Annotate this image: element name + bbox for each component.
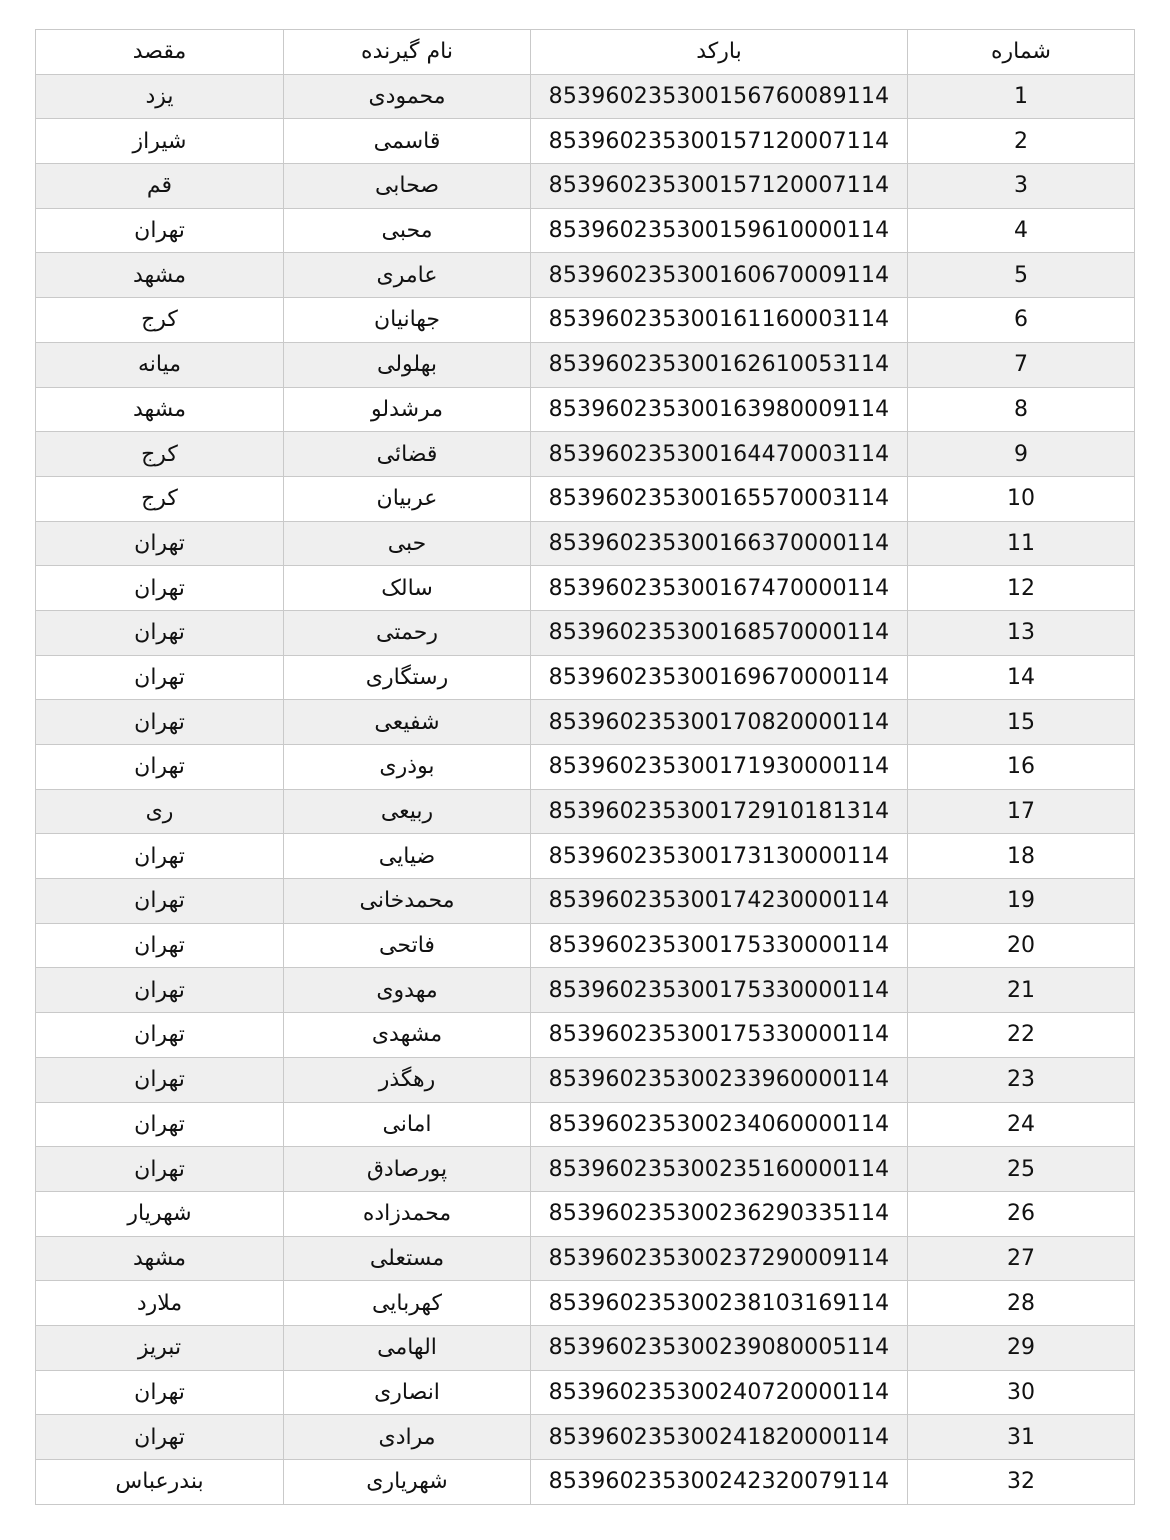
- row-barcode: 853960235300236290335114: [531, 1191, 908, 1236]
- row-recipient: امانی: [284, 1102, 531, 1147]
- row-barcode: 853960235300157120007114: [531, 119, 908, 164]
- table-row: [36, 1147, 1135, 1192]
- row-barcode: 853960235300168570000114: [531, 610, 908, 655]
- row-number: 4: [908, 208, 1135, 253]
- row-barcode: 853960235300175330000114: [531, 968, 908, 1013]
- row-barcode: 853960235300163980009114: [531, 387, 908, 432]
- row-number: 31: [908, 1415, 1135, 1460]
- row-number: 27: [908, 1236, 1135, 1281]
- row-recipient: سالک: [284, 566, 531, 611]
- row-recipient: رهگذر: [284, 1057, 531, 1102]
- row-recipient: پورصادق: [284, 1147, 531, 1192]
- table-row: [36, 1370, 1135, 1415]
- row-destination: مشهد: [36, 1236, 284, 1281]
- row-destination: ری: [36, 789, 284, 834]
- table-row: [36, 1191, 1135, 1236]
- row-destination: کرج: [36, 432, 284, 477]
- row-destination: تهران: [36, 700, 284, 745]
- row-barcode: 853960235300170820000114: [531, 700, 908, 745]
- shipment-list-sheet: [35, 29, 1134, 1505]
- row-destination: تهران: [36, 1013, 284, 1058]
- row-barcode: 853960235300242320079114: [531, 1460, 908, 1505]
- table-row: [36, 476, 1135, 521]
- header-barcode: بارکد: [531, 30, 908, 75]
- row-destination: تهران: [36, 968, 284, 1013]
- row-destination: یزد: [36, 74, 284, 119]
- row-number: 7: [908, 342, 1135, 387]
- row-recipient: بوذری: [284, 745, 531, 790]
- row-recipient: عربیان: [284, 476, 531, 521]
- table-row: [36, 74, 1135, 119]
- row-number: 18: [908, 834, 1135, 879]
- table-row: [36, 432, 1135, 477]
- row-barcode: 853960235300165570003114: [531, 476, 908, 521]
- row-destination: تهران: [36, 834, 284, 879]
- table-row: [36, 298, 1135, 343]
- row-recipient: ربیعی: [284, 789, 531, 834]
- row-number: 19: [908, 879, 1135, 924]
- table-row: [36, 610, 1135, 655]
- row-barcode: 853960235300174230000114: [531, 879, 908, 924]
- row-recipient: مستعلی: [284, 1236, 531, 1281]
- row-number: 11: [908, 521, 1135, 566]
- row-destination: تهران: [36, 879, 284, 924]
- table-header: [36, 30, 1135, 75]
- row-destination: تهران: [36, 1415, 284, 1460]
- row-destination: تهران: [36, 208, 284, 253]
- row-recipient: رستگاری: [284, 655, 531, 700]
- row-destination: تهران: [36, 655, 284, 700]
- row-recipient: محمودی: [284, 74, 531, 119]
- header-row: [36, 30, 1135, 75]
- table-row: [36, 834, 1135, 879]
- header-number: شماره: [908, 30, 1135, 75]
- table-row: [36, 119, 1135, 164]
- row-destination: تهران: [36, 923, 284, 968]
- table-row: [36, 923, 1135, 968]
- row-number: 15: [908, 700, 1135, 745]
- row-recipient: عامری: [284, 253, 531, 298]
- row-destination: تهران: [36, 1147, 284, 1192]
- row-destination: بندرعباس: [36, 1460, 284, 1505]
- row-number: 1: [908, 74, 1135, 119]
- row-destination: تهران: [36, 521, 284, 566]
- row-barcode: 853960235300159610000114: [531, 208, 908, 253]
- row-number: 13: [908, 610, 1135, 655]
- table-row: [36, 521, 1135, 566]
- table-row: [36, 342, 1135, 387]
- row-barcode: 853960235300171930000114: [531, 745, 908, 790]
- row-recipient: مرادی: [284, 1415, 531, 1460]
- table-row: [36, 1102, 1135, 1147]
- row-number: 17: [908, 789, 1135, 834]
- row-recipient: جهانیان: [284, 298, 531, 343]
- row-number: 10: [908, 476, 1135, 521]
- row-number: 30: [908, 1370, 1135, 1415]
- table-row: [36, 253, 1135, 298]
- row-barcode: 853960235300161160003114: [531, 298, 908, 343]
- row-barcode: 853960235300175330000114: [531, 923, 908, 968]
- row-destination: میانه: [36, 342, 284, 387]
- row-recipient: انصاری: [284, 1370, 531, 1415]
- row-number: 16: [908, 745, 1135, 790]
- row-destination: تهران: [36, 1057, 284, 1102]
- row-number: 22: [908, 1013, 1135, 1058]
- row-barcode: 853960235300238103169114: [531, 1281, 908, 1326]
- row-number: 3: [908, 164, 1135, 209]
- table-row: [36, 655, 1135, 700]
- row-recipient: قاسمی: [284, 119, 531, 164]
- row-recipient: مهدوی: [284, 968, 531, 1013]
- row-barcode: 853960235300157120007114: [531, 164, 908, 209]
- row-destination: شهریار: [36, 1191, 284, 1236]
- table-row: [36, 879, 1135, 924]
- row-number: 6: [908, 298, 1135, 343]
- row-number: 2: [908, 119, 1135, 164]
- row-recipient: رحمتی: [284, 610, 531, 655]
- row-number: 5: [908, 253, 1135, 298]
- table-row: [36, 700, 1135, 745]
- table-row: [36, 1236, 1135, 1281]
- row-barcode: 853960235300160670009114: [531, 253, 908, 298]
- row-number: 23: [908, 1057, 1135, 1102]
- row-destination: کرج: [36, 298, 284, 343]
- table-row: [36, 387, 1135, 432]
- table-row: [36, 566, 1135, 611]
- shipments-table: [35, 29, 1135, 1505]
- row-recipient: حبی: [284, 521, 531, 566]
- table-row: [36, 208, 1135, 253]
- row-number: 20: [908, 923, 1135, 968]
- table-row: [36, 968, 1135, 1013]
- row-destination: کرج: [36, 476, 284, 521]
- header-destination: مقصد: [36, 30, 284, 75]
- row-barcode: 853960235300173130000114: [531, 834, 908, 879]
- table-row: [36, 745, 1135, 790]
- table-row: [36, 1415, 1135, 1460]
- row-barcode: 853960235300237290009114: [531, 1236, 908, 1281]
- row-recipient: بهلولی: [284, 342, 531, 387]
- header-recipient: نام گیرنده: [284, 30, 531, 75]
- row-number: 32: [908, 1460, 1135, 1505]
- row-recipient: محمدخانی: [284, 879, 531, 924]
- row-destination: تهران: [36, 610, 284, 655]
- row-recipient: محمدزاده: [284, 1191, 531, 1236]
- row-number: 28: [908, 1281, 1135, 1326]
- table-body: [36, 74, 1135, 1504]
- row-barcode: 853960235300233960000114: [531, 1057, 908, 1102]
- row-destination: قم: [36, 164, 284, 209]
- table-row: [36, 789, 1135, 834]
- row-barcode: 853960235300164470003114: [531, 432, 908, 477]
- row-number: 24: [908, 1102, 1135, 1147]
- row-recipient: مشهدی: [284, 1013, 531, 1058]
- table-row: [36, 1281, 1135, 1326]
- row-barcode: 853960235300162610053114: [531, 342, 908, 387]
- row-recipient: مرشدلو: [284, 387, 531, 432]
- table-row: [36, 164, 1135, 209]
- row-barcode: 853960235300234060000114: [531, 1102, 908, 1147]
- row-destination: تبریز: [36, 1325, 284, 1370]
- table-row: [36, 1013, 1135, 1058]
- table-row: [36, 1325, 1135, 1370]
- row-barcode: 853960235300175330000114: [531, 1013, 908, 1058]
- row-recipient: محبی: [284, 208, 531, 253]
- row-destination: تهران: [36, 1370, 284, 1415]
- table-row: [36, 1460, 1135, 1505]
- row-recipient: قضائی: [284, 432, 531, 477]
- table-row: [36, 1057, 1135, 1102]
- row-barcode: 853960235300235160000114: [531, 1147, 908, 1192]
- row-destination: تهران: [36, 745, 284, 790]
- row-number: 9: [908, 432, 1135, 477]
- row-number: 29: [908, 1325, 1135, 1370]
- row-barcode: 853960235300240720000114: [531, 1370, 908, 1415]
- row-barcode: 853960235300241820000114: [531, 1415, 908, 1460]
- row-recipient: شهریاری: [284, 1460, 531, 1505]
- row-destination: تهران: [36, 566, 284, 611]
- row-barcode: 853960235300239080005114: [531, 1325, 908, 1370]
- row-number: 25: [908, 1147, 1135, 1192]
- row-destination: تهران: [36, 1102, 284, 1147]
- row-barcode: 853960235300167470000114: [531, 566, 908, 611]
- row-barcode: 853960235300166370000114: [531, 521, 908, 566]
- row-recipient: الهامی: [284, 1325, 531, 1370]
- row-number: 8: [908, 387, 1135, 432]
- row-destination: ملارد: [36, 1281, 284, 1326]
- row-barcode: 853960235300156760089114: [531, 74, 908, 119]
- row-barcode: 853960235300172910181314: [531, 789, 908, 834]
- row-recipient: کهربایی: [284, 1281, 531, 1326]
- row-destination: مشهد: [36, 387, 284, 432]
- row-recipient: ضیایی: [284, 834, 531, 879]
- row-recipient: شفیعی: [284, 700, 531, 745]
- row-barcode: 853960235300169670000114: [531, 655, 908, 700]
- row-number: 12: [908, 566, 1135, 611]
- row-recipient: فاتحی: [284, 923, 531, 968]
- row-destination: مشهد: [36, 253, 284, 298]
- row-destination: شیراز: [36, 119, 284, 164]
- row-recipient: صحابی: [284, 164, 531, 209]
- row-number: 26: [908, 1191, 1135, 1236]
- row-number: 14: [908, 655, 1135, 700]
- row-number: 21: [908, 968, 1135, 1013]
